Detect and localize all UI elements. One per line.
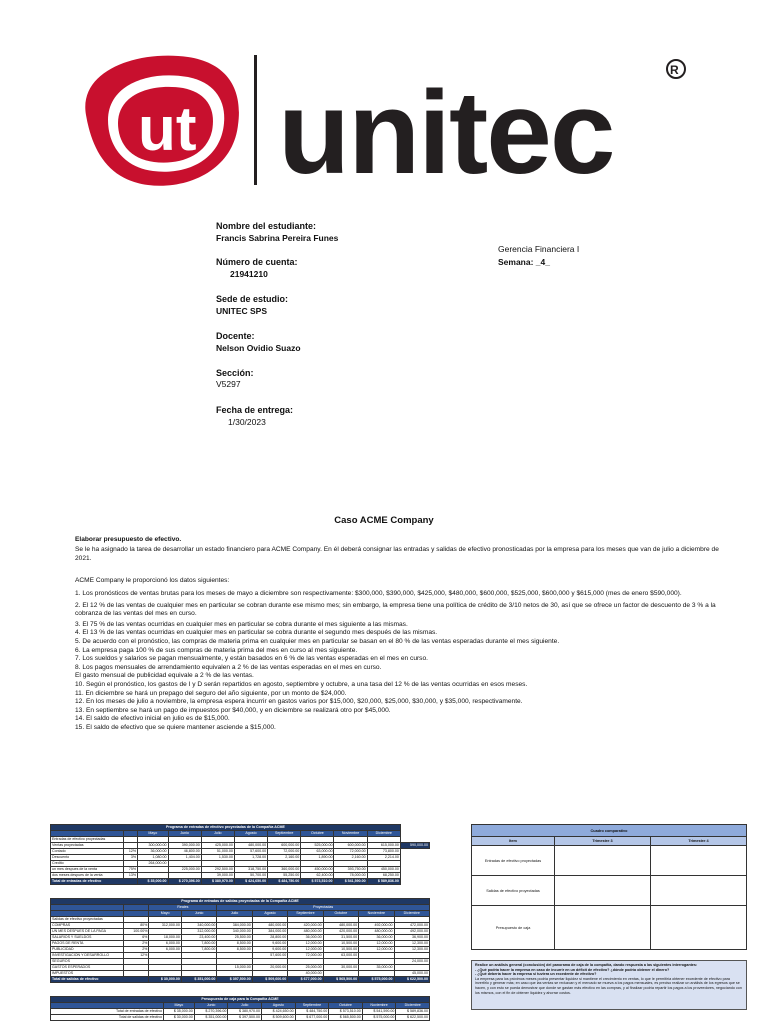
section-value: V5297 bbox=[216, 379, 241, 389]
row-pct: 2% bbox=[124, 941, 149, 947]
row-value: $ 622,500.00 bbox=[396, 1015, 430, 1021]
row-label: INVESTIGACION Y DESARROLLO bbox=[51, 953, 124, 959]
row-value: 2,214.00 bbox=[367, 855, 400, 861]
row-label: un mes despues de la venta bbox=[51, 867, 124, 873]
row-value: 28,800.00 bbox=[252, 935, 287, 941]
row-pct: 12% bbox=[124, 953, 149, 959]
row-value: 51,000.00 bbox=[201, 849, 234, 855]
row-value: 525,000.00 bbox=[301, 843, 334, 849]
month-header: Julio bbox=[201, 831, 234, 837]
row-value: 425,000.00 bbox=[201, 843, 234, 849]
section-label: Sección: bbox=[216, 368, 254, 378]
teacher-label: Docente: bbox=[216, 331, 255, 341]
total-value: $ 424,650.00 bbox=[234, 879, 267, 885]
row-value: 72,000.00 bbox=[268, 849, 301, 855]
comparativo-wrap bbox=[471, 824, 747, 950]
row-value: $ 565,500.00 bbox=[329, 1015, 363, 1021]
row-value: 340,000.00 bbox=[217, 929, 252, 935]
row-value: 420,000.00 bbox=[323, 929, 358, 935]
row-label: Contado bbox=[51, 849, 124, 855]
total-row bbox=[51, 977, 430, 983]
row-extra: 590,000.00 bbox=[400, 843, 429, 849]
case-item: 6. La empresa paga 100 % de sus compras de materia prima del mes en curso al mes siguiente. bbox=[75, 646, 358, 654]
total-value: $ 677,000.00 bbox=[288, 977, 323, 983]
student-name-value: Francis Sabrina Pereira Funes bbox=[216, 233, 339, 243]
row-value: 6,000.00 bbox=[149, 947, 182, 953]
total-value: $ 484,750.00 bbox=[268, 879, 301, 885]
case-item: 2. El 12 % de las ventas de cualquier mes en particular se cobran durante ese mismo mes; sin embargo, la empresa tiene una política de crédito de 3/10 netos de 30, así que se ofrece un factor de descuento de 3 % a la cobranza de las ventas del mes en curso. bbox=[75, 601, 716, 618]
row-value: 264,000.00 bbox=[138, 861, 168, 867]
table-title: Presupuesto de caja para la Compañía ACME bbox=[51, 997, 430, 1003]
row-value: $ 35,000.00 bbox=[164, 1009, 195, 1015]
row-pct: 100.00% bbox=[124, 929, 149, 935]
row-value: $ 30,000.00 bbox=[164, 1015, 195, 1021]
row-value: 63,000.00 bbox=[301, 849, 334, 855]
month-header: Agosto bbox=[252, 911, 287, 917]
case-item: 11. En diciembre se hará un prepago del seguro del año siguiente, por un monto de $24,000. bbox=[75, 689, 347, 697]
case-subtitle: Elaborar presupuesto de efectivo. bbox=[75, 536, 182, 543]
row-value: 72,000.00 bbox=[288, 953, 323, 959]
salidas-table-wrap bbox=[50, 898, 430, 983]
row-value: $ 270,396.00 bbox=[194, 1009, 228, 1015]
case-item: 14. El saldo de efectivo inicial en julio es de $15,000. bbox=[75, 715, 230, 723]
unitec-logo-graphic bbox=[78, 45, 698, 195]
month-header: Octubre bbox=[329, 1003, 363, 1009]
row-value: 472,000.00 bbox=[394, 923, 429, 929]
row-value: 73,800.00 bbox=[367, 849, 400, 855]
presupuesto-table-wrap bbox=[50, 996, 430, 1021]
comparativo-header-t3: Trimestre 3 bbox=[555, 837, 651, 846]
case-item: 4. El 13 % de las ventas ocurridas en cualquier mes en particular se cobra durante el segundo mes después de las mismas. bbox=[75, 629, 438, 637]
total-label: Total de salidas de efectivo bbox=[51, 977, 149, 983]
row-value: 12,300.00 bbox=[394, 947, 429, 953]
month-header: Julio bbox=[228, 1003, 262, 1009]
table-title: Programa de entradas de salidas proyectadas de la Compañía ACME bbox=[51, 899, 430, 905]
comparativo-table bbox=[471, 824, 747, 950]
month-header: Diciembre bbox=[396, 1003, 430, 1009]
month-header: Junio bbox=[181, 911, 216, 917]
row-value: 292,500.00 bbox=[201, 867, 234, 873]
row-value: 2,160.00 bbox=[268, 855, 301, 861]
month-header: Mayo bbox=[138, 831, 168, 837]
row-value: 68,250.00 bbox=[367, 873, 400, 879]
row-value: 50,700.00 bbox=[234, 873, 267, 879]
case-intro: Se le ha asignado la tarea de desarrollar un estado financiero para ACME Company. En él deberá consignar las entradas y salidas de efectivo pronosticadas por la empresa para los meses que van de julio a diciembre de 2021. bbox=[75, 546, 719, 562]
row-value: 23,400.00 bbox=[181, 935, 216, 941]
row-value: 1,530.00 bbox=[201, 855, 234, 861]
month-header: Mayo bbox=[164, 1003, 195, 1009]
entradas-table-wrap bbox=[50, 824, 430, 885]
row-value: 492,000.00 bbox=[394, 929, 429, 935]
case-item: 12. En los meses de julio a noviembre, la empresa espera incurrir en gastos varios por $15,000, $20,000, $25,000, $30,000, y $35,000, respectivamente. bbox=[75, 698, 523, 706]
month-header: Junio bbox=[168, 831, 201, 837]
case-item: 5. De acuerdo con el pronóstico, las compras de materia prima en cualquier mes en particular se basan en el 80 % de las ventas esperadas durante el mes siguiente. bbox=[75, 637, 560, 645]
total-value: $ 397,500.00 bbox=[217, 977, 252, 983]
row-value: 36,000.00 bbox=[359, 935, 394, 941]
row-value: 420,000.00 bbox=[288, 923, 323, 929]
month-header: Octubre bbox=[301, 831, 334, 837]
row-label: Salidas de efectivo proyectadas bbox=[51, 917, 124, 923]
row-value: 318,750.00 bbox=[234, 867, 267, 873]
row-value: 15,000.00 bbox=[217, 965, 252, 971]
month-header: Septiembre bbox=[295, 1003, 329, 1009]
row-label: Total de salidas de efectivo bbox=[51, 1015, 164, 1021]
row-value: $ 575,000.00 bbox=[362, 1015, 396, 1021]
row-value: 57,600.00 bbox=[234, 849, 267, 855]
row-value: 9,600.00 bbox=[252, 947, 287, 953]
row-label: Total de entradas de efectivo bbox=[51, 1009, 164, 1015]
row-value: 615,000.00 bbox=[367, 843, 400, 849]
row-value: 312,000.00 bbox=[181, 929, 216, 935]
row-value: $ 541,590.00 bbox=[362, 1009, 396, 1015]
row-value: 312,000.00 bbox=[149, 923, 182, 929]
row-label: COMPRAS bbox=[51, 923, 124, 929]
month-header: Septiembre bbox=[268, 831, 301, 837]
row-value: 25,500.00 bbox=[217, 935, 252, 941]
row-value: 225,000.00 bbox=[168, 867, 201, 873]
case-item: 8. Los pagos mensuales de arrendamiento equivalen a 2 % de las ventas esperadas en el mes en curso. bbox=[75, 663, 382, 671]
row-label: IMPUESTOS bbox=[51, 971, 124, 977]
case-item: 13. En septiembre se hará un pago de impuestos por $40,000, y en diciembre se realizará otro por $45,000. bbox=[75, 706, 391, 714]
row-label: GASTOS ESPERADOS bbox=[51, 965, 124, 971]
date-label: Fecha de entrega: bbox=[216, 405, 294, 415]
unitec-logo bbox=[78, 45, 698, 195]
row-value: 39,000.00 bbox=[201, 873, 234, 879]
row-value: 46,800.00 bbox=[168, 849, 201, 855]
row-pct: 6% bbox=[124, 935, 149, 941]
month-header: Noviembre bbox=[334, 831, 367, 837]
group-proj: Proyectadas bbox=[217, 905, 430, 911]
row-value: 20,000.00 bbox=[252, 965, 287, 971]
month-header: Julio bbox=[217, 911, 252, 917]
row-value: $ 484,750.00 bbox=[295, 1009, 329, 1015]
table-title: Programa de entradas de efectivo proyectadas de la Compañía ACME bbox=[51, 825, 401, 831]
date-value: 1/30/2023 bbox=[228, 417, 266, 427]
row-value: 8,500.00 bbox=[217, 941, 252, 947]
campus-label: Sede de estudio: bbox=[216, 294, 289, 304]
account-label: Número de cuenta: bbox=[216, 257, 298, 267]
row-value: $ 573,510.00 bbox=[329, 1009, 363, 1015]
notes-line: La empresa para los próximos meses podría presentar liquidez si mantiene el crecimiento en ventas, lo que le permitiría obtener excedente de efectivo para invertirlo y generar más; en caso que las ventas se reduzcan y el mercado se mueva a los pagos mensuales, es preciso realizar un análisis de los egresos que se hacen, y con esto se pueda demostrar que donde se gastan más efectivo en las compras, y al finalizar podría repartir los pagos a los proveedores, negociando con los mismos, con el fin de obtener liquidez y ahorrar costos. bbox=[475, 976, 742, 995]
total-value: $ 589,836.00 bbox=[367, 879, 400, 885]
row-pct: 3% bbox=[124, 855, 138, 861]
row-value: 10,500.00 bbox=[323, 947, 358, 953]
row-value: 30,000.00 bbox=[323, 965, 358, 971]
case-item: 15. El saldo de efectivo que se quiere mantener asciende a $15,000. bbox=[75, 723, 276, 731]
row-value: 600,000.00 bbox=[268, 843, 301, 849]
row-value: 480,000.00 bbox=[323, 923, 358, 929]
row-value: 25,000.00 bbox=[288, 965, 323, 971]
row-label: Descuento bbox=[51, 855, 124, 861]
row-pct: 75% bbox=[124, 867, 138, 873]
row-label: Entradas de efectivo proyectadas bbox=[51, 837, 124, 843]
row-value: 600,000.00 bbox=[334, 843, 367, 849]
row-value: 450,000.00 bbox=[367, 867, 400, 873]
row-value: 36,000.00 bbox=[288, 935, 323, 941]
row-value: 1,728.00 bbox=[234, 855, 267, 861]
row-value: 12,000.00 bbox=[359, 941, 394, 947]
svg-text:R: R bbox=[670, 63, 679, 77]
row-value: $ 397,500.00 bbox=[228, 1015, 262, 1021]
row-label: UN MES DESPUES DE LA PAGA bbox=[51, 929, 124, 935]
week-label: Semana: _4_ bbox=[498, 257, 550, 267]
month-header: Mayo bbox=[149, 911, 182, 917]
campus-value: UNITEC SPS bbox=[216, 306, 268, 316]
row-pct: 2% bbox=[124, 947, 149, 953]
row-value: 360,000.00 bbox=[268, 867, 301, 873]
student-name-label: Nombre del estudiante: bbox=[216, 221, 317, 231]
row-value: 384,000.00 bbox=[217, 923, 252, 929]
notes-line: - ¿Qué debería hacer la empresa si tuviera un excedente de efectivo? bbox=[475, 972, 597, 977]
row-value: 480,000.00 bbox=[359, 929, 394, 935]
group-real: Reales bbox=[149, 905, 217, 911]
salidas-table bbox=[50, 898, 430, 983]
row-value: 24,000.00 bbox=[394, 959, 429, 965]
row-value: 57,600.00 bbox=[252, 953, 287, 959]
row-value: 12,000.00 bbox=[288, 947, 323, 953]
course-name: Gerencia Financiera I bbox=[498, 244, 580, 254]
entradas-table bbox=[50, 824, 430, 885]
row-value: 8,500.00 bbox=[217, 947, 252, 953]
analysis-notes bbox=[471, 960, 747, 1010]
row-value: 12,000.00 bbox=[359, 947, 394, 953]
row-value: $ 351,000.00 bbox=[194, 1015, 228, 1021]
row-pct: 13% bbox=[124, 873, 138, 879]
comparativo-header-item: Item bbox=[472, 837, 555, 846]
month-header: Agosto bbox=[234, 831, 267, 837]
comparativo-title: Cuadro comparativo bbox=[472, 825, 747, 837]
row-value: 63,000.00 bbox=[323, 953, 358, 959]
total-value: $ 270,396.00 bbox=[168, 879, 201, 885]
case-title: Caso ACME Company bbox=[334, 515, 434, 526]
case-data-intro: ACME Company le proporcionó los datos siguientes: bbox=[75, 577, 230, 584]
month-header: Agosto bbox=[262, 1003, 296, 1009]
row-label: PUBLICIDAD bbox=[51, 947, 124, 953]
total-value: $ 509,600.00 bbox=[252, 977, 287, 983]
case-item: 7. Los sueldos y salarios se pagan mensualmente, y están basados en 6 % de las ventas esperadas en el mes en curso. bbox=[75, 655, 428, 663]
row-value: 55,250.00 bbox=[268, 873, 301, 879]
teacher-value: Nelson Ovidio Suazo bbox=[216, 343, 301, 353]
month-header: Octubre bbox=[323, 911, 358, 917]
notes-line: - ¿Qué podría hacer la empresa en caso de incurrir en un déficit de efectivo? ¿dónde podría obtener el dinero? bbox=[475, 967, 670, 972]
row-value: $ 380,970.00 bbox=[228, 1009, 262, 1015]
total-value: $ 565,500.00 bbox=[323, 977, 358, 983]
row-value: 62,400.00 bbox=[301, 873, 334, 879]
row-label: dos meses despues de la venta bbox=[51, 873, 124, 879]
comparativo-row-entradas: Entradas de efectivo proyectadas bbox=[472, 846, 555, 876]
row-value: 45,000.00 bbox=[394, 971, 429, 977]
row-value: 31,500.00 bbox=[323, 935, 358, 941]
row-value: 36,000.00 bbox=[138, 849, 168, 855]
row-value: 450,000.00 bbox=[301, 867, 334, 873]
row-value: 1,890.00 bbox=[301, 855, 334, 861]
presupuesto-table bbox=[50, 996, 430, 1021]
month-header: Septiembre bbox=[288, 911, 323, 917]
row-value: 12,300.00 bbox=[394, 941, 429, 947]
row-value: 492,000.00 bbox=[359, 923, 394, 929]
total-value: $ 622,500.00 bbox=[394, 977, 429, 983]
row-value: 10,500.00 bbox=[323, 941, 358, 947]
comparativo-row-salidas: Salidas de efectivo proyectadas bbox=[472, 876, 555, 906]
case-items-list bbox=[75, 590, 725, 733]
row-label: Credito bbox=[51, 861, 124, 867]
table-row bbox=[51, 1015, 430, 1021]
row-value: 6,000.00 bbox=[149, 941, 182, 947]
row-pct: 80% bbox=[124, 923, 149, 929]
case-item: 3. El 75 % de las ventas ocurridas en cualquier mes en particular se cobra durante el mes siguiente a las mismas. bbox=[75, 620, 408, 628]
row-value: 390,000.00 bbox=[168, 843, 201, 849]
total-value: $ 351,000.00 bbox=[181, 977, 216, 983]
row-value: $ 589,836.00 bbox=[396, 1009, 430, 1015]
row-value: 1,404.00 bbox=[168, 855, 201, 861]
row-value: 2,160.00 bbox=[334, 855, 367, 861]
row-value: 300,000.00 bbox=[138, 843, 168, 849]
row-value: 7,800.00 bbox=[181, 941, 216, 947]
row-value: 12,000.00 bbox=[288, 941, 323, 947]
row-value: $ 509,600.00 bbox=[262, 1015, 296, 1021]
total-row bbox=[51, 879, 430, 885]
row-value: 340,000.00 bbox=[181, 923, 216, 929]
row-value: 1,080.00 bbox=[138, 855, 168, 861]
total-value: $ 30,000.00 bbox=[149, 977, 182, 983]
brand-text: unitec bbox=[278, 67, 614, 195]
row-value: 36,900.00 bbox=[394, 935, 429, 941]
row-value: 78,000.00 bbox=[334, 873, 367, 879]
total-value: $ 380,970.00 bbox=[201, 879, 234, 885]
row-value: 7,800.00 bbox=[181, 947, 216, 953]
row-value: $ 677,000.00 bbox=[295, 1015, 329, 1021]
row-value: 480,000.00 bbox=[234, 843, 267, 849]
total-value: $ 541,590.00 bbox=[334, 879, 367, 885]
row-value: 72,000.00 bbox=[334, 849, 367, 855]
row-value: 18,000.00 bbox=[149, 935, 182, 941]
case-item: El gasto mensual de publicidad equivale a 2 % de las ventas. bbox=[75, 672, 254, 680]
month-header: Noviembre bbox=[359, 911, 394, 917]
row-pct: 12% bbox=[124, 849, 138, 855]
row-label: SEGUROS bbox=[51, 959, 124, 965]
total-value: $ 573,510.00 bbox=[301, 879, 334, 885]
row-label: PAGOS DE RENTA bbox=[51, 941, 124, 947]
row-value: $ 424,650.00 bbox=[262, 1009, 296, 1015]
total-label: Total de entradas de efectivo bbox=[51, 879, 138, 885]
row-value: 35,000.00 bbox=[359, 965, 394, 971]
month-header: Diciembre bbox=[394, 911, 429, 917]
row-label: SALARIOS Y SUELDOS bbox=[51, 935, 124, 941]
account-value: 21941210 bbox=[230, 269, 268, 279]
total-value: $ 575,000.00 bbox=[359, 977, 394, 983]
comparativo-header-t4: Trimestre 4 bbox=[651, 837, 747, 846]
row-label: Ventas proyectadas bbox=[51, 843, 124, 849]
notes-line: Realice un análisis general (conclusión) del panorama de caja de la compañía, dando respuesta a las siguientes interrogantes: bbox=[475, 963, 698, 967]
row-value: 393,750.00 bbox=[334, 867, 367, 873]
case-item: 1. Los pronósticos de ventas brutas para los meses de mayo a diciembre son respectivamente: $300,000, $390,000, $425,000, $480,000, $600,000, $525,000, $600,000 y $615,000 (mes de enero $590,000). bbox=[75, 590, 682, 597]
month-header: Noviembre bbox=[362, 1003, 396, 1009]
case-item: 10. Según el pronóstico, los gastos de I y D serán repartidos en agosto, septiembre y octubre, a una tasa del 12 % de las ventas ocurridas en esos meses. bbox=[75, 680, 528, 688]
row-value: 9,600.00 bbox=[252, 941, 287, 947]
comparativo-row-presupuesto: Presupuesto de caja bbox=[472, 906, 555, 950]
badge-text: ut bbox=[138, 95, 197, 164]
row-value: 40,000.00 bbox=[288, 971, 323, 977]
row-value: 480,000.00 bbox=[252, 923, 287, 929]
row-value: 384,000.00 bbox=[252, 929, 287, 935]
total-value: $ 35,000.00 bbox=[138, 879, 168, 885]
month-header: Junio bbox=[194, 1003, 228, 1009]
month-header: Diciembre bbox=[367, 831, 400, 837]
row-value: 480,000.00 bbox=[288, 929, 323, 935]
